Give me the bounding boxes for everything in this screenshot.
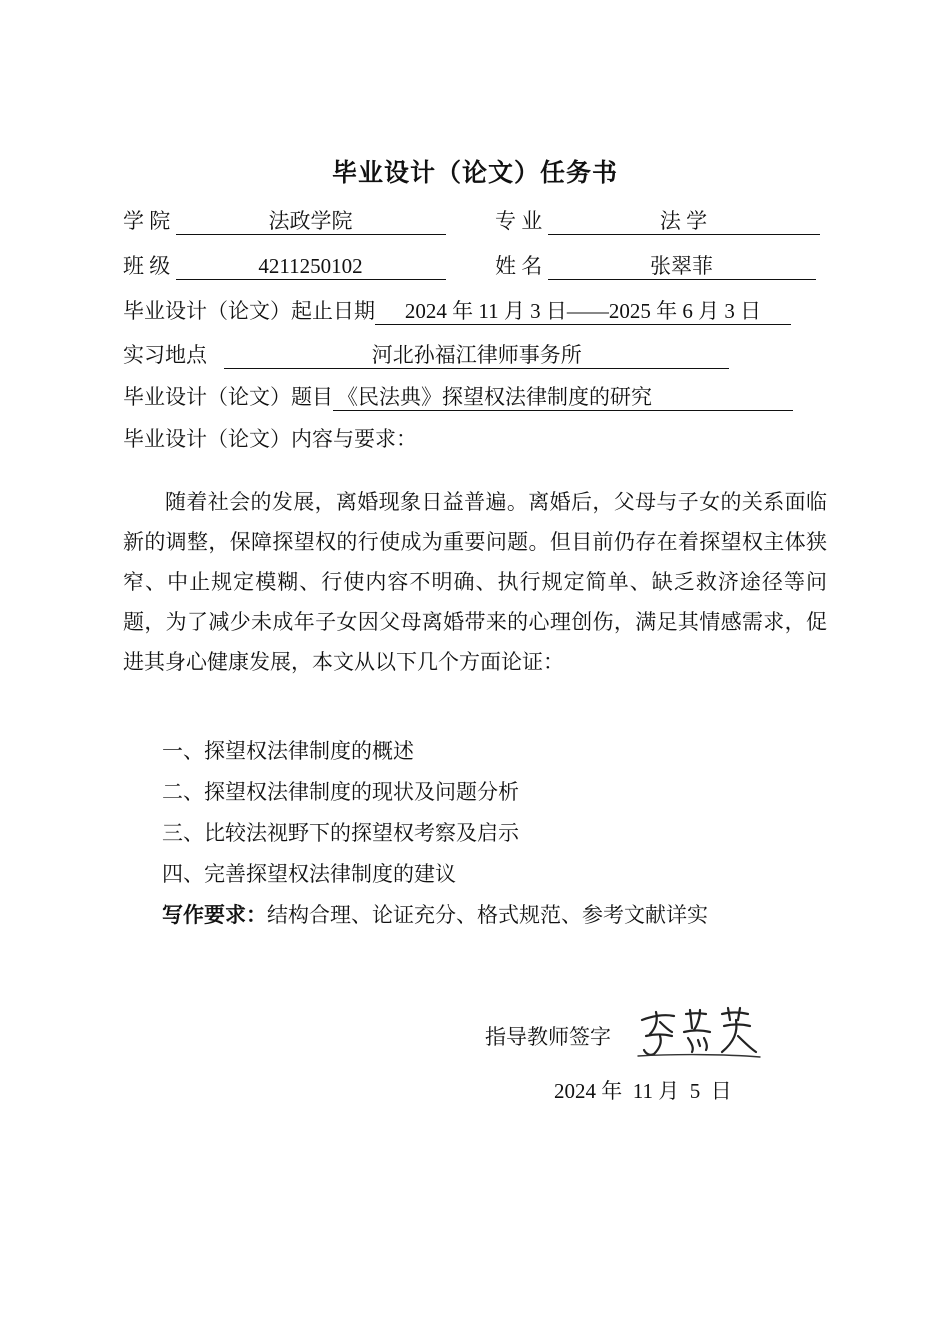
dates-label: 毕业设计（论文）起止日期 <box>123 299 375 323</box>
location-value: 河北孙福江律师事务所 <box>224 342 729 369</box>
name-field <box>495 251 816 281</box>
dates-row <box>123 296 791 326</box>
list-item: 一、探望权法律制度的概述 <box>162 739 414 763</box>
major-field <box>495 206 820 236</box>
college-value: 法政学院 <box>176 208 446 235</box>
name-label: 姓 名 <box>495 254 543 278</box>
advisor-signature-label: 指导教师签字 <box>485 1025 611 1049</box>
name-value: 张翠菲 <box>548 253 816 280</box>
list-item: 四、完善探望权法律制度的建议 <box>162 862 456 886</box>
content-label: 毕业设计（论文）内容与要求： <box>123 427 417 451</box>
dates-value: 2024 年 11 月 3 日——2025 年 6 月 3 日 <box>375 298 791 325</box>
class-row <box>123 251 446 281</box>
content-paragraph: 随着社会的发展，离婚现象日益普遍。离婚后，父母与子女的关系面临新的调整，保障探望权的行使成为重要问题。但目前仍存在着探望权主体狭窄、中止规定模糊、行使内容不明确、执行规定简单、缺乏救济途径等问题，为了减少未成年子女因父母离婚带来的心理创伤，满足其情感需求，促进其身心健康发展，本文从以下几个方面论证： <box>123 490 827 674</box>
handwritten-signature <box>634 1004 762 1060</box>
class-value: 4211250102 <box>176 253 446 280</box>
requirement-label: 写作要求： <box>162 903 267 927</box>
major-label: 专 业 <box>495 209 543 233</box>
location-label: 实习地点 <box>123 343 207 367</box>
college-label: 学 院 <box>123 209 171 233</box>
list-item: 三、比较法视野下的探望权考察及启示 <box>162 821 519 845</box>
list-item: 二、探望权法律制度的现状及问题分析 <box>162 780 519 804</box>
college-major-row <box>123 206 446 236</box>
writing-requirement <box>162 900 708 930</box>
class-label: 班 级 <box>123 254 171 278</box>
document-title: 毕业设计（论文）任务书 <box>331 160 618 187</box>
topic-row <box>123 382 793 412</box>
topic-value: 《民法典》探望权法律制度的研究 <box>333 384 793 411</box>
major-value: 法 学 <box>548 208 820 235</box>
signature-date: 2024 年 11 月 5 日 <box>554 1079 732 1103</box>
topic-label: 毕业设计（论文）题目 <box>123 385 333 409</box>
requirement-text: 结构合理、论证充分、格式规范、参考文献详实 <box>267 903 708 927</box>
location-row <box>123 340 729 370</box>
